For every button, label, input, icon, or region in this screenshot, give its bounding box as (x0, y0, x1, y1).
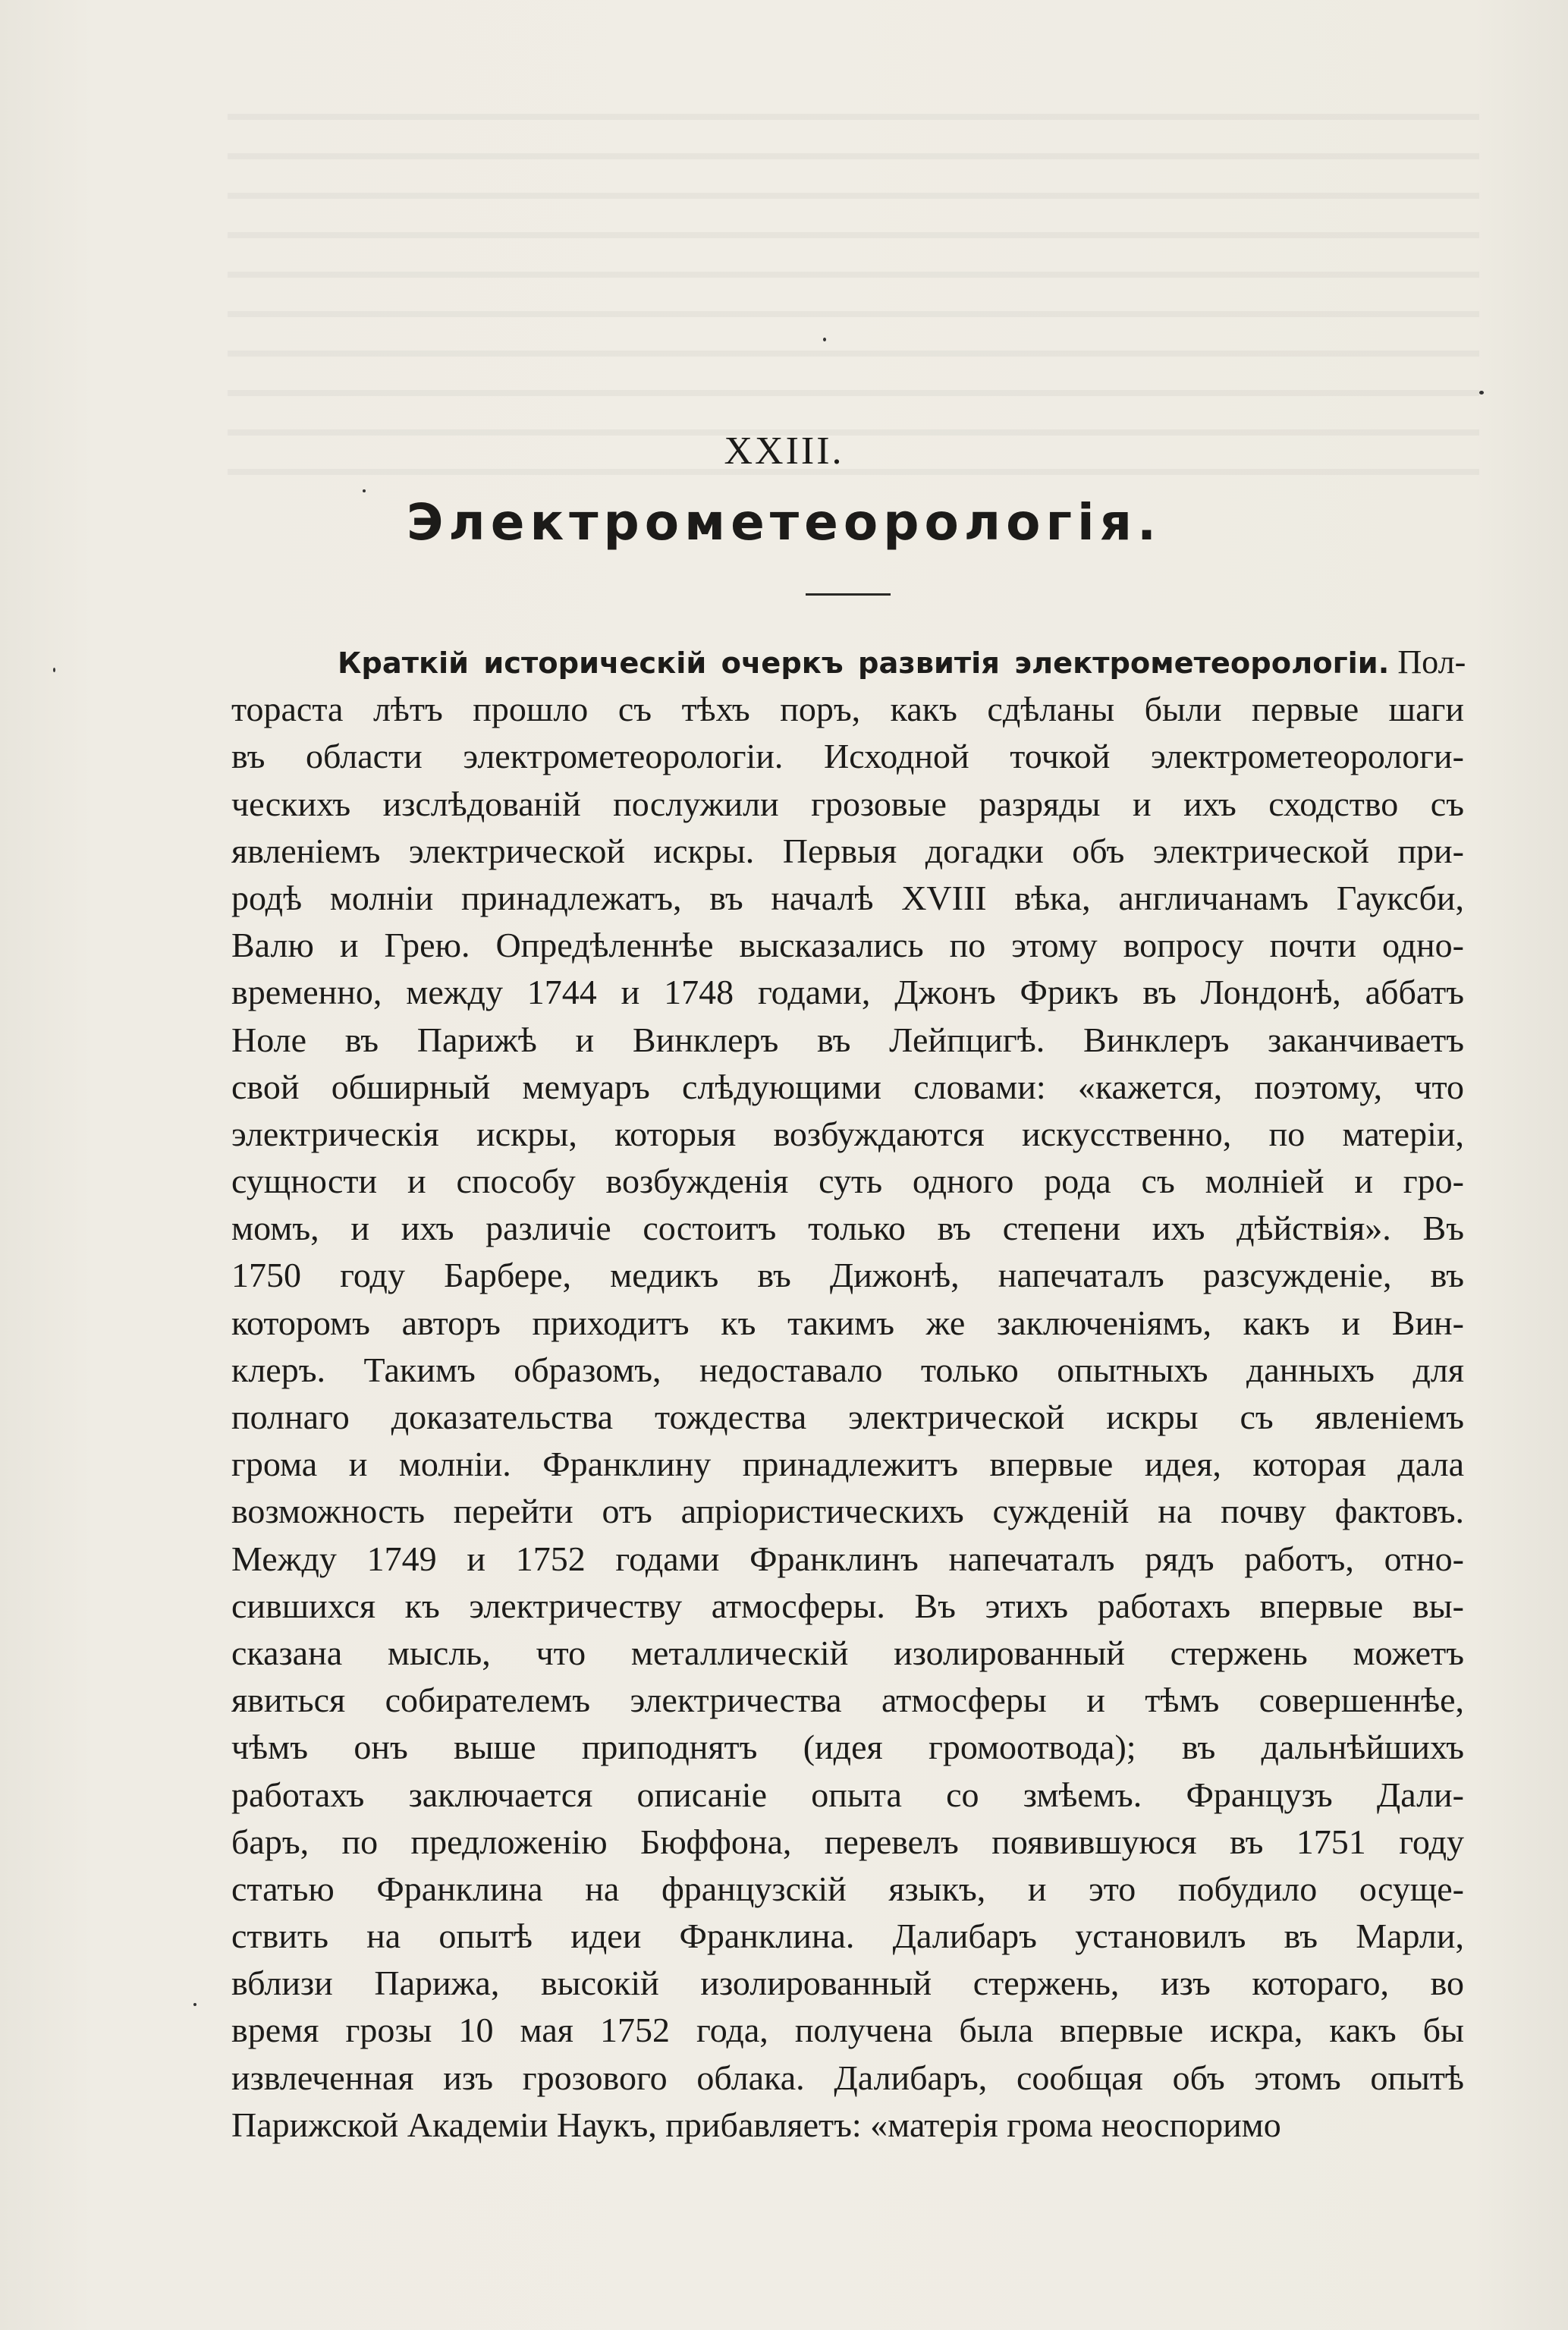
text-line: грома и молніи. Франклину принадлежитъ впервые идея, которая дала (231, 1445, 1464, 1484)
text-line: баръ, по предложенію Бюффона, перевелъ появившуюся въ 1751 году (231, 1822, 1464, 1861)
paper-speck (1479, 391, 1484, 395)
text-line: Между 1749 и 1752 годами Франклинъ напечаталъ рядъ работъ, отно- (231, 1539, 1464, 1578)
text-line: 1750 году Барбере, медикъ въ Дижонѣ, напечаталъ разсужденіе, въ (231, 1256, 1464, 1295)
text-line: Валю и Грею. Опредѣленнѣе высказались по этому вопросу почти одно- (231, 926, 1464, 965)
paper-speck (363, 489, 366, 492)
chapter-number: XXIII. (724, 429, 844, 473)
text-line: тораста лѣтъ прошло съ тѣхъ поръ, какъ сдѣланы были первые шаги (231, 690, 1464, 729)
text-line: явиться собирателемъ электричества атмосферы и тѣмъ совершеннѣе, (231, 1681, 1464, 1720)
body-text (231, 639, 1464, 2149)
text-line: которомъ авторъ приходитъ къ такимъ же заключеніямъ, какъ и Вин- (231, 1303, 1464, 1342)
text-line: работахъ заключается описаніе опыта со змѣемъ. Французъ Дали- (231, 1775, 1464, 1814)
text-line: вблизи Парижа, высокій изолированный стержень, изъ котораго, во (231, 1964, 1464, 2003)
paper-speck (193, 2003, 196, 2006)
text-line: Ноле въ Парижѣ и Винклеръ въ Лейпцигѣ. Винклеръ заканчиваетъ (231, 1020, 1464, 1059)
text-line: полнаго доказательства тождества электрической искры съ явленіемъ (231, 1398, 1464, 1436)
text-line: сущности и способу возбужденія суть одного рода съ молніей и гро- (231, 1162, 1464, 1201)
section-heading: Краткій историческій очеркъ развитія электрометеорологіи. (338, 646, 1390, 681)
text-line: извлеченная изъ грозового облака. Далибаръ, сообщая объ этомъ опытѣ (231, 2058, 1464, 2097)
text-line: родѣ молніи принадлежатъ, въ началѣ XVIII вѣка, англичанамъ Гауксби, (231, 878, 1464, 917)
text-line: ческихъ изслѣдованій послужили грозовые разряды и ихъ сходство съ (231, 784, 1464, 823)
chapter-title: Электрометеорологія. (406, 493, 1162, 552)
text-line: ствить на опытѣ идеи Франклина. Далибаръ установилъ въ Марли, (231, 1917, 1464, 1956)
paper-speck (53, 668, 55, 672)
text-line (231, 639, 1464, 686)
text-line: клеръ. Такимъ образомъ, недоставало только опытныхъ данныхъ для (231, 1350, 1464, 1389)
text-line: момъ, и ихъ различіе состоитъ только въ степени ихъ дѣйствія». Въ (231, 1209, 1464, 1248)
text-line: электрическія искры, которыя возбуждаются искусственно, по матеріи, (231, 1114, 1464, 1153)
text-line: свой обширный мемуаръ слѣдующими словами: «кажется, поэтому, что (231, 1067, 1464, 1106)
text-line: чѣмъ онъ выше приподнятъ (идея громоотвода); въ дальнѣйшихъ (231, 1728, 1464, 1767)
line-text: Пол- (1389, 643, 1466, 681)
text-line: статью Франклина на французскій языкъ, и это побудило осуще- (231, 1869, 1464, 1908)
text-line: возможность перейти отъ апріористическихъ сужденій на почву фактовъ. (231, 1492, 1464, 1531)
paper-speck (823, 338, 826, 341)
title-rule (806, 593, 891, 596)
text-line: въ области электрометеорологіи. Исходной точкой электрометеорологи- (231, 737, 1464, 776)
text-line: время грозы 10 мая 1752 года, получена была впервые искра, какъ бы (231, 2011, 1464, 2050)
text-line: явленіемъ электрической искры. Первыя догадки объ электрической при- (231, 831, 1464, 870)
text-line: временно, между 1744 и 1748 годами, Джонъ Фрикъ въ Лондонѣ, аббатъ (231, 973, 1464, 1012)
text-line: сказана мысль, что металлическій изолированный стержень можетъ (231, 1633, 1464, 1672)
text-line: сившихся къ электричеству атмосферы. Въ этихъ работахъ впервые вы- (231, 1586, 1464, 1625)
text-line: Парижской Академіи Наукъ, прибавляетъ: «матерія грома неоспоримо (231, 2105, 1281, 2144)
